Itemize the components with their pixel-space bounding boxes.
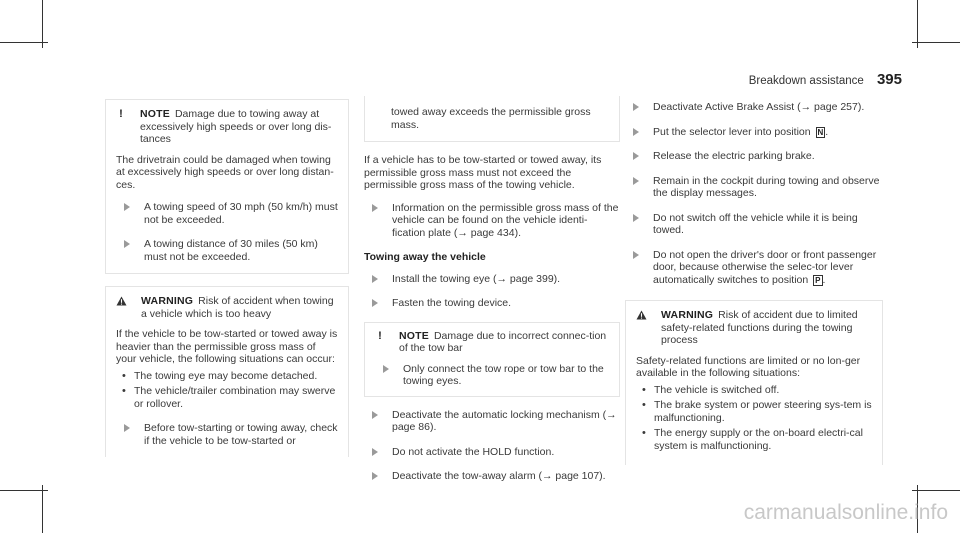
- instruction-step: A towing distance of 30 miles (50 km) must not be exceeded.: [116, 238, 338, 263]
- step-arrow-icon: [633, 214, 639, 222]
- notice-icon: !: [119, 108, 123, 120]
- step-arrow-icon: [633, 251, 639, 259]
- list-item: • The vehicle/trailer combination may swerve or rollover.: [122, 385, 336, 410]
- warning-triangle-icon: [116, 296, 127, 306]
- instruction-step: Remain in the cockpit during towing and observe the display messages.: [625, 175, 883, 200]
- warning-body: Safety-related functions are limited or no lon-ger available in the following situations:: [636, 354, 861, 379]
- note-label: NOTE: [399, 329, 429, 342]
- warning-label: WARNING: [661, 309, 714, 321]
- gear-position-symbol: N: [817, 127, 824, 137]
- warning-box-continued: [364, 96, 620, 142]
- instruction-step: Deactivate Active Brake Assist (→ page 257).: [625, 101, 883, 114]
- crop-mark: [912, 490, 960, 491]
- instruction-step: Release the electric parking brake.: [625, 150, 883, 163]
- note-title: Damage due to towing away at excessively high speeds or over long dis-tances: [140, 108, 332, 145]
- step-arrow-icon: [633, 177, 639, 185]
- subheading: Towing away the vehicle: [364, 251, 486, 263]
- crop-mark: [42, 485, 43, 533]
- instruction-step: Before tow-starting or towing away, check if the vehicle to be tow-started or: [116, 422, 338, 447]
- column-3: [625, 101, 883, 465]
- note-box: [364, 322, 620, 397]
- note-label: NOTE: [140, 108, 170, 120]
- gear-position-symbol: P: [815, 275, 821, 285]
- crop-mark: [0, 42, 48, 43]
- step-arrow-icon: [633, 152, 639, 160]
- note-box: [105, 99, 349, 274]
- crop-mark: [42, 0, 43, 48]
- crop-mark: [912, 42, 960, 43]
- step-arrow-icon: [372, 411, 378, 419]
- warning-box: [625, 300, 883, 465]
- instruction-step: Deactivate the tow-away alarm (→ page 107).: [364, 470, 620, 483]
- warning-body: If the vehicle to be tow-started or towed away is heavier than the permissible gross mass of your vehicle, the following situations can occur:: [116, 328, 338, 365]
- list-item: • The vehicle is switched off.: [642, 383, 780, 396]
- step-arrow-icon: [372, 275, 378, 283]
- instruction-step: Only connect the tow rope or tow bar to the towing eyes.: [375, 363, 609, 388]
- note-title: Damage due to incorrect connec-tion of the tow bar: [399, 329, 607, 354]
- note-body: The drivetrain could be damaged when towing at excessively high speeds or over long distan-ces.: [116, 153, 334, 191]
- step-arrow-icon: [372, 472, 378, 480]
- column-2: [364, 96, 620, 495]
- warning-title: Risk of accident when towing a vehicle which is too heavy: [141, 295, 334, 320]
- warning-title: Risk of accident due to limited safety-related functions during the towing process: [661, 309, 858, 346]
- warning-box: [105, 286, 349, 457]
- list-item: • The brake system or power steering sys-tem is malfunctioning.: [642, 399, 872, 424]
- list-item: • The energy supply or the on-board electri-cal system is malfunctioning.: [642, 427, 863, 452]
- instruction-step: Install the towing eye (→ page 399).: [364, 273, 620, 286]
- column-1: [105, 99, 349, 457]
- instruction-step: Fasten the towing device.: [364, 297, 620, 310]
- continued-text: towed away exceeds the permissible gross mass.: [391, 106, 591, 131]
- notice-icon: !: [378, 329, 382, 342]
- section-title: Breakdown assistance: [748, 75, 864, 87]
- instruction-step: Information on the permissible gross mass of the vehicle can be found on the vehicle identi-fication plate (→ page 434).: [364, 202, 620, 240]
- warning-triangle-icon: [636, 310, 647, 320]
- instruction-step: Do not activate the HOLD function.: [364, 446, 620, 459]
- step-arrow-icon: [372, 204, 378, 212]
- step-arrow-icon: [372, 299, 378, 307]
- instruction-step: Deactivate the automatic locking mechanism (→ page 86).: [364, 409, 620, 434]
- page-header: [749, 71, 902, 88]
- step-arrow-icon: [124, 424, 130, 432]
- warning-label: WARNING: [141, 295, 194, 307]
- step-arrow-icon: [633, 103, 639, 111]
- paragraph: If a vehicle has to be tow-started or towed away, its permissible gross mass must not exceed the permissible gross mass of the towing vehicle.: [364, 154, 602, 191]
- instruction-step: A towing speed of 30 mph (50 km/h) must not be exceeded.: [116, 201, 338, 226]
- crop-mark: [917, 0, 918, 48]
- page-number: 395: [876, 71, 902, 88]
- step-arrow-icon: [383, 365, 389, 373]
- instruction-step: Put the selector lever into position N .: [625, 126, 883, 139]
- step-arrow-icon: [124, 240, 130, 248]
- crop-mark: [0, 490, 48, 491]
- list-item: • The towing eye may become detached.: [122, 369, 318, 382]
- step-arrow-icon: [633, 128, 639, 136]
- watermark: carmanualsonline.info: [743, 501, 948, 524]
- instruction-step: Do not switch off the vehicle while it is being towed.: [625, 212, 883, 237]
- instruction-step: Do not open the driver's door or front passenger door, because otherwise the selec-tor lever automatically switches to position P .: [625, 249, 883, 287]
- step-arrow-icon: [372, 448, 378, 456]
- step-arrow-icon: [124, 203, 130, 211]
